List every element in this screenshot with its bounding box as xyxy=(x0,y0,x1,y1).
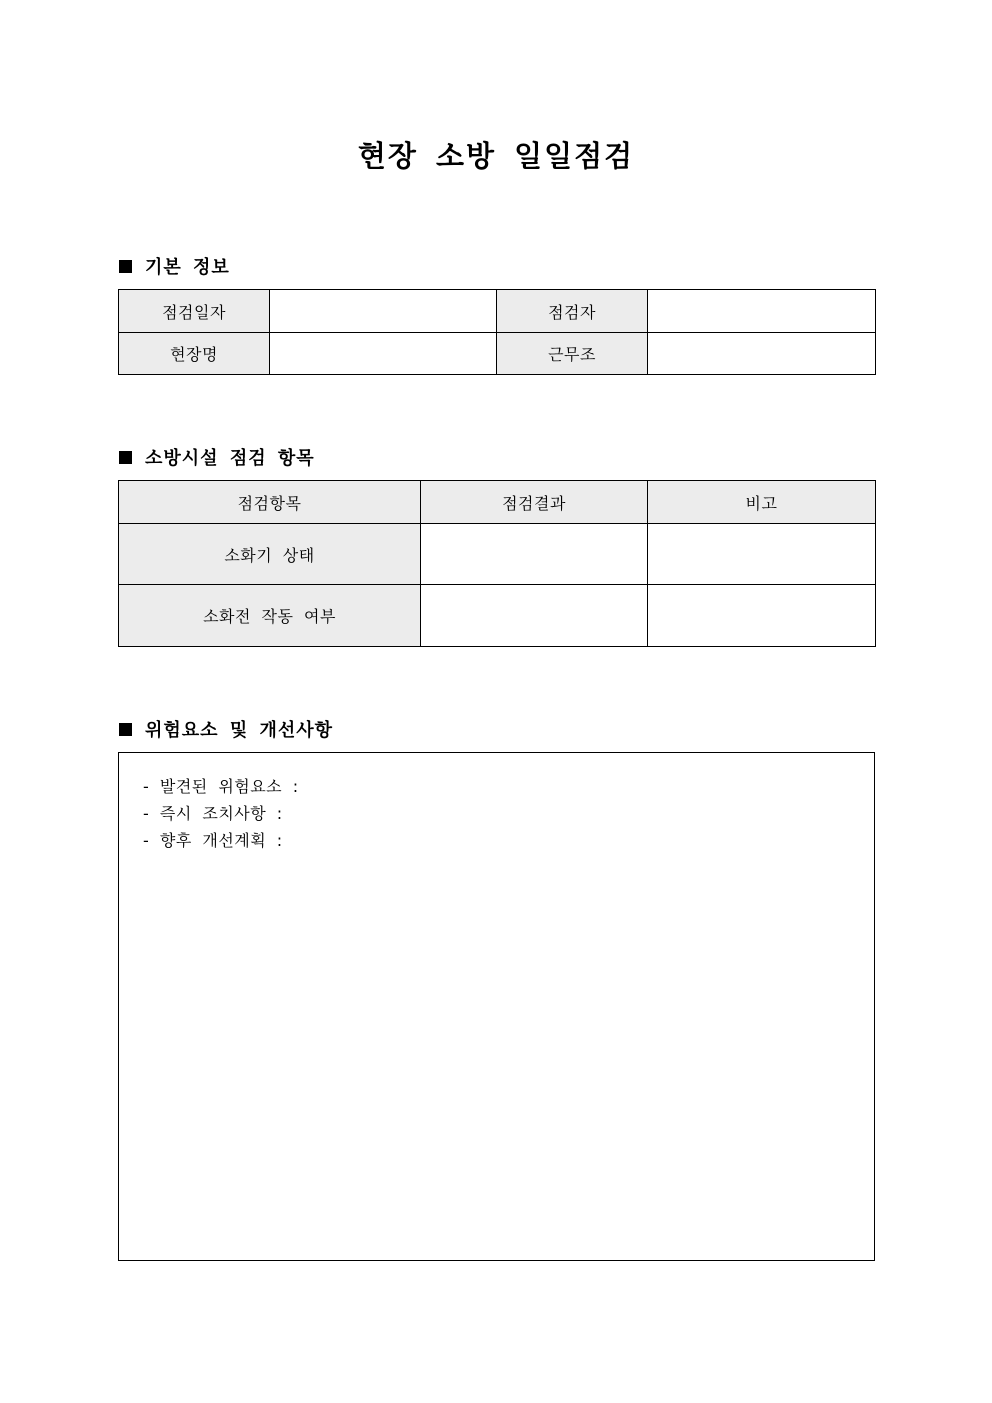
page-title: 현장 소방 일일점검 xyxy=(357,139,635,173)
check-note-field[interactable] xyxy=(648,524,876,585)
facility-check-table xyxy=(118,480,876,647)
square-bullet-icon xyxy=(119,451,132,464)
inspection-date-label: 점검일자 xyxy=(119,290,270,333)
immediate-action-line: - 즉시 조치사항 : xyxy=(143,804,283,823)
improvement-plan-line: - 향후 개선계획 : xyxy=(143,831,283,850)
hazard-found-line: - 발견된 위험요소 : xyxy=(143,777,299,796)
hazards-notes-box[interactable] xyxy=(118,752,875,1261)
table-row xyxy=(119,290,876,333)
work-shift-label: 근무조 xyxy=(497,333,648,375)
column-header-item: 점검항목 xyxy=(119,481,421,524)
basic-info-table xyxy=(118,289,876,375)
section-heading-facility-check xyxy=(119,444,315,470)
work-shift-field[interactable] xyxy=(648,333,876,375)
inspection-date-field[interactable] xyxy=(270,290,497,333)
square-bullet-icon xyxy=(119,723,132,736)
section-heading-label: 위험요소 및 개선사항 xyxy=(145,720,334,741)
inspector-label: 점검자 xyxy=(497,290,648,333)
column-header-result: 점검결과 xyxy=(421,481,648,524)
check-item-label: 소화전 작동 여부 xyxy=(119,585,421,647)
inspector-field[interactable] xyxy=(648,290,876,333)
table-row xyxy=(119,585,876,647)
table-row xyxy=(119,333,876,375)
check-note-field[interactable] xyxy=(648,585,876,647)
section-heading-basic-info xyxy=(119,253,230,279)
section-heading-label: 소방시설 점검 항목 xyxy=(145,448,315,469)
section-heading-label: 기본 정보 xyxy=(145,257,230,278)
table-row xyxy=(119,524,876,585)
check-item-label: 소화기 상태 xyxy=(119,524,421,585)
check-result-field[interactable] xyxy=(421,524,648,585)
site-name-field[interactable] xyxy=(270,333,497,375)
column-header-note: 비고 xyxy=(648,481,876,524)
section-heading-hazards xyxy=(119,716,333,742)
check-result-field[interactable] xyxy=(421,585,648,647)
table-header-row xyxy=(119,481,876,524)
site-name-label: 현장명 xyxy=(119,333,270,375)
square-bullet-icon xyxy=(119,260,132,273)
